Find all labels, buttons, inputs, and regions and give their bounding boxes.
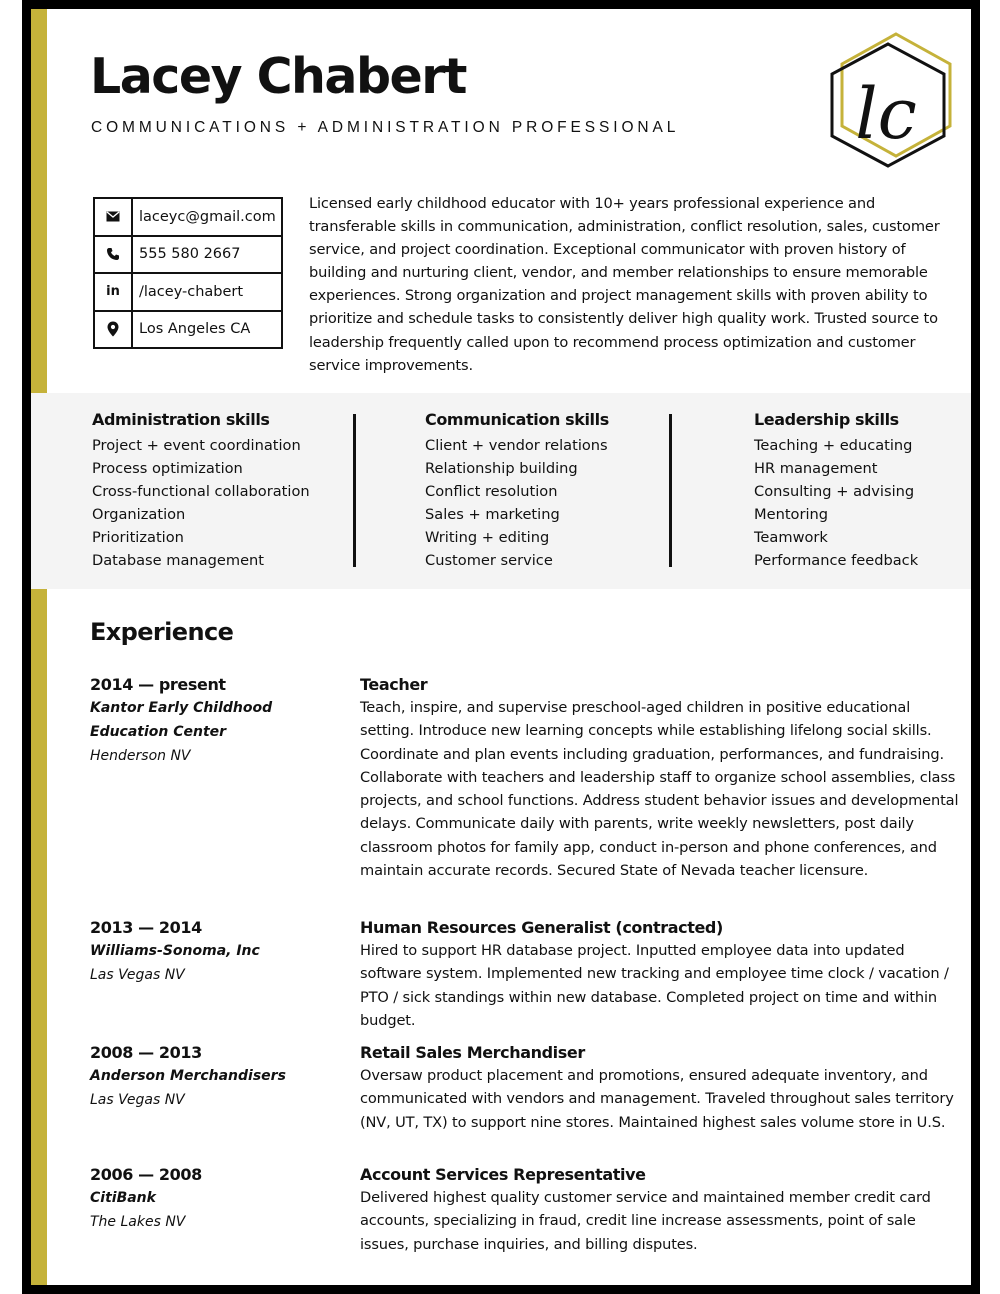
skill-item: Customer service	[425, 552, 553, 570]
contact-linkedin[interactable]: /lacey-chabert	[139, 283, 244, 300]
skill-item: Sales + marketing	[425, 506, 560, 524]
job-title: Retail Sales Merchandiser	[360, 1043, 585, 1062]
skill-item: Consulting + advising	[754, 483, 915, 501]
skill-item: HR management	[754, 460, 878, 478]
candidate-name: Lacey Chabert	[90, 48, 466, 105]
job-description: Oversaw product placement and promotions, ensured adequate inventory, and communicated with vendors and management. Traveled throughout sales territory (NV, UT, TX) to support nine stores. Maintained highest sales volume store in U.S.	[360, 1067, 954, 1131]
skill-column-title: Leadership skills	[754, 410, 899, 429]
phone-icon	[95, 237, 133, 273]
experience-meta	[90, 673, 340, 768]
accent-bar-top	[31, 9, 47, 393]
contact-box	[93, 197, 283, 349]
job-employer: Kantor Early Childhood Education Center	[90, 700, 273, 740]
skill-column-communication	[425, 410, 609, 573]
skill-column-administration	[92, 410, 310, 573]
contact-email[interactable]: laceyc@gmail.com	[139, 208, 276, 225]
accent-bar-bottom	[31, 589, 47, 1285]
experience-details	[360, 1163, 960, 1256]
email-icon	[95, 199, 133, 235]
monogram-logo	[828, 30, 958, 170]
skill-item: Teaching + educating	[754, 437, 913, 454]
experience-details	[360, 1041, 960, 1134]
contact-row-phone	[95, 237, 281, 275]
skill-item: Relationship building	[425, 460, 578, 478]
skill-list	[92, 434, 310, 573]
skill-item: Performance feedback	[754, 552, 919, 570]
job-title: Human Resources Generalist (contracted)	[360, 918, 723, 937]
skills-divider	[669, 414, 672, 567]
skill-list	[425, 434, 609, 573]
job-employer: CitiBank	[90, 1190, 156, 1206]
job-location: Las Vegas NV	[90, 967, 185, 983]
job-title: Teacher	[360, 675, 428, 694]
job-employer: Anderson Merchandisers	[90, 1068, 286, 1084]
experience-meta	[90, 916, 340, 987]
skill-item: Database management	[92, 552, 265, 570]
experience-heading: Experience	[90, 618, 234, 646]
skill-item: Organization	[92, 506, 186, 524]
contact-row-email	[95, 199, 281, 237]
skill-item: Process optimization	[92, 460, 243, 478]
skill-column-title: Administration skills	[92, 410, 270, 429]
experience-meta	[90, 1041, 340, 1112]
skill-item: Conflict resolution	[425, 483, 558, 501]
experience-details	[360, 673, 960, 882]
professional-summary: Licensed early childhood educator with 10+ years professional experience and transferable skills in communication, administration, conflict resolution, sales, customer service, and project coordination. Exceptional communicator with proven history of building and nurturing client, vendor, and member relationships to ensure memorable experiences. Strong organization and project management skills with proven ability to prioritize and schedule tasks to consistently deliver high quality work. Trusted source to leadership frequently called upon to recommend process optimization and customer service improvements.	[309, 195, 940, 374]
skill-item: Teamwork	[754, 529, 828, 547]
experience-details	[360, 916, 960, 1032]
job-title: Account Services Representative	[360, 1165, 646, 1184]
candidate-title: COMMUNICATIONS + ADMINISTRATION PROFESSIONAL	[91, 119, 680, 136]
job-location: Las Vegas NV	[90, 1092, 185, 1108]
skill-item: Client + vendor relations	[425, 437, 608, 454]
job-years: 2006 — 2008	[90, 1165, 202, 1184]
skill-column-title: Communication skills	[425, 410, 609, 429]
skill-list	[754, 434, 918, 573]
job-location: The Lakes NV	[90, 1214, 186, 1230]
experience-meta	[90, 1163, 340, 1234]
contact-row-linkedin	[95, 274, 281, 312]
contact-phone[interactable]: 555 580 2667	[139, 246, 241, 263]
linkedin-icon: in	[95, 274, 133, 310]
skills-divider	[353, 414, 356, 567]
job-description: Hired to support HR database project. Inputted employee data into updated software system. Implemented new tracking and employee time clock / vacation / PTO / sick standings within new database. Completed project on time and within budget.	[360, 942, 949, 1029]
monogram-text: lc	[855, 73, 917, 155]
contact-row-location	[95, 312, 281, 348]
location-pin-icon	[95, 312, 133, 348]
skill-item: Prioritization	[92, 529, 184, 547]
job-years: 2014 — present	[90, 675, 226, 694]
job-years: 2013 — 2014	[90, 918, 202, 937]
job-location: Henderson NV	[90, 748, 191, 764]
job-description: Teach, inspire, and supervise preschool-aged children in positive educational setting. Introduce new learning concepts while establishing lifelong social skills. Coordinate and plan events including graduation, performances, and fundraising. Collaborate with teachers and leadership staff to organize school assemblies, class projects, and school functions. Address student behavior issues and developmental delays. Communicate daily with parents, write weekly newsletters, post daily classroom photos for family app, conduct in-person and phone conferences, and maintain accurate records. Secured State of Nevada teacher licensure.	[360, 699, 959, 880]
skill-item: Writing + editing	[425, 529, 550, 547]
skill-item: Project + event coordination	[92, 437, 301, 454]
skill-item: Mentoring	[754, 506, 829, 524]
job-employer: Williams-Sonoma, Inc	[90, 943, 260, 959]
skill-item: Cross-functional collaboration	[92, 483, 310, 501]
skill-column-leadership	[754, 410, 918, 573]
contact-location: Los Angeles CA	[139, 321, 251, 338]
job-description: Delivered highest quality customer service and maintained member credit card accounts, specializing in fraud, credit line increase assessments, point of sale issues, purchase inquiries, and billing disputes.	[360, 1189, 931, 1253]
job-years: 2008 — 2013	[90, 1043, 202, 1062]
